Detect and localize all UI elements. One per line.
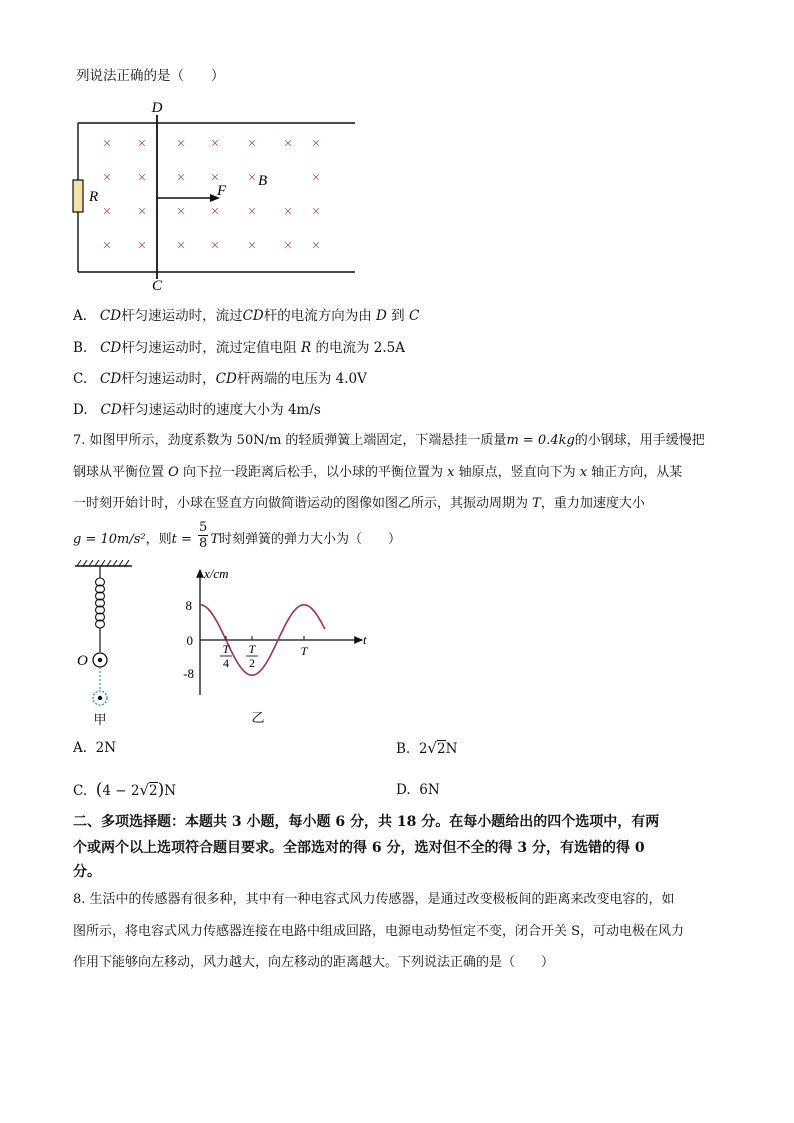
caption-jia: 甲 bbox=[93, 712, 107, 727]
field-cross: × bbox=[311, 136, 321, 152]
field-cross: × bbox=[283, 136, 293, 152]
label-r: R bbox=[89, 189, 99, 205]
label-f: F bbox=[217, 183, 227, 199]
field-cross: × bbox=[283, 238, 293, 254]
field-cross: × bbox=[311, 238, 321, 254]
field-cross: × bbox=[102, 170, 112, 186]
q6-circuit-figure bbox=[70, 95, 370, 295]
section-2-line-1: 二、多项选择题：本题共 3 小题，每小题 6 分，共 18 分。在每小题给出的四个选项中，有两 bbox=[73, 814, 660, 830]
svg-text:2: 2 bbox=[249, 656, 255, 670]
field-cross: × bbox=[137, 238, 147, 254]
field-cross: × bbox=[247, 170, 257, 186]
field-cross: × bbox=[137, 204, 147, 220]
svg-text:4: 4 bbox=[223, 656, 229, 670]
field-cross: × bbox=[176, 238, 186, 254]
label-c: C bbox=[151, 278, 163, 294]
q7-line-3: 一时刻开始计时，小球在竖直方向做简谐运动的图像如图乙所示，其振动周期为 T，重力加速度大小 bbox=[73, 496, 645, 511]
q6-option-d[interactable]: D. CD杆匀速运动时的速度大小为 4m/s bbox=[73, 402, 321, 418]
q6-option-b[interactable]: B. CD杆匀速运动时，流过定值电阻 R 的电流为 2.5A bbox=[73, 340, 406, 356]
field-cross: × bbox=[311, 204, 321, 220]
tick-label-t-over-4 bbox=[220, 642, 232, 670]
label-o: O bbox=[77, 653, 88, 669]
field-cross: × bbox=[283, 204, 293, 220]
y-axis-label: x/cm bbox=[204, 566, 229, 581]
q7-option-a[interactable]: A. 2N bbox=[73, 740, 117, 756]
q7-option-b[interactable]: B. 2√2N bbox=[396, 739, 458, 757]
field-cross: × bbox=[102, 136, 112, 152]
ceiling-hatch bbox=[77, 560, 129, 566]
q8-line-3: 作用下能够向左移动，风力越大，向左移动的距离越大。下列说法正确的是（ ） bbox=[73, 955, 555, 970]
svg-text:T: T bbox=[248, 642, 256, 656]
q7-option-d[interactable]: D. 6N bbox=[396, 782, 440, 798]
svg-text:T: T bbox=[222, 642, 230, 656]
field-cross: × bbox=[210, 238, 220, 254]
q6-option-a[interactable]: A. CD杆匀速运动时，流过CD杆的电流方向为由 D 到 C bbox=[73, 308, 420, 324]
caption-yi: 乙 bbox=[251, 710, 265, 725]
tick-minus-8: -8 bbox=[183, 666, 194, 681]
field-cross: × bbox=[311, 170, 321, 186]
tick-label-t: T bbox=[300, 644, 308, 658]
field-cross: × bbox=[176, 170, 186, 186]
field-cross: × bbox=[102, 238, 112, 254]
q7-option-c[interactable]: C. (4 − 2√2)N bbox=[73, 780, 177, 800]
field-cross: × bbox=[247, 204, 257, 220]
field-cross: × bbox=[176, 136, 186, 152]
field-cross: × bbox=[247, 136, 257, 152]
label-b: B bbox=[258, 173, 268, 189]
field-cross: × bbox=[137, 136, 147, 152]
fig-jia-spring bbox=[70, 560, 140, 730]
tick-0: 0 bbox=[186, 633, 193, 648]
tick-8: 8 bbox=[185, 598, 192, 613]
field-cross: × bbox=[176, 204, 186, 220]
q6-stem-tail: 列说法正确的是（ ） bbox=[76, 68, 225, 84]
resistor-r bbox=[73, 180, 83, 212]
q8-line-2: 图所示，将电容式风力传感器连接在电路中组成回路，电源电动势恒定不变，闭合开关 S，可动电极在风力 bbox=[73, 924, 685, 939]
q8-line-1: 8. 生活中的传感器有很多种，其中有一种电容式风力传感器，是通过改变极板间的距离来改变电容的，如 bbox=[73, 892, 675, 907]
tick-label-t-over-2 bbox=[246, 642, 258, 670]
field-cross: × bbox=[102, 204, 112, 220]
section-2-line-2: 个或两个以上选项符合题目要求。全部选对的得 6 分，选对但不全的得 3 分，有选错的得 0 bbox=[73, 840, 645, 856]
fraction-5-8: $\frac{5}{8}$ bbox=[199, 520, 208, 551]
t-axis-label: t bbox=[363, 632, 367, 647]
field-cross: × bbox=[247, 238, 257, 254]
field-cross: × bbox=[137, 170, 147, 186]
fig-yi-chart bbox=[180, 560, 380, 730]
q7-line-1: 7. 如图甲所示，劲度系数为 50N/m 的轻质弹簧上端固定，下端悬挂一质量m = 0.4kg的小钢球，用手缓慢把 bbox=[73, 433, 705, 448]
spring-coils bbox=[96, 578, 105, 628]
q7-line-4: g = 10m/s²，则t = $\frac{5}{8}$ T时刻弹簧的弹力大小为（ ） bbox=[73, 520, 401, 551]
section-2-line-3: 分。 bbox=[73, 864, 101, 880]
field-cross: × bbox=[210, 136, 220, 152]
field-cross: × bbox=[210, 204, 220, 220]
field-cross: × bbox=[210, 170, 220, 186]
q6-option-c[interactable]: C. CD杆匀速运动时，CD杆两端的电压为 4.0V bbox=[73, 371, 367, 387]
label-d: D bbox=[151, 100, 163, 116]
q7-line-2: 钢球从平衡位置 O 向下拉一段距离后松手，以小球的平衡位置为 x 轴原点，竖直向下为 x 轴正方向，从某 bbox=[73, 465, 683, 480]
